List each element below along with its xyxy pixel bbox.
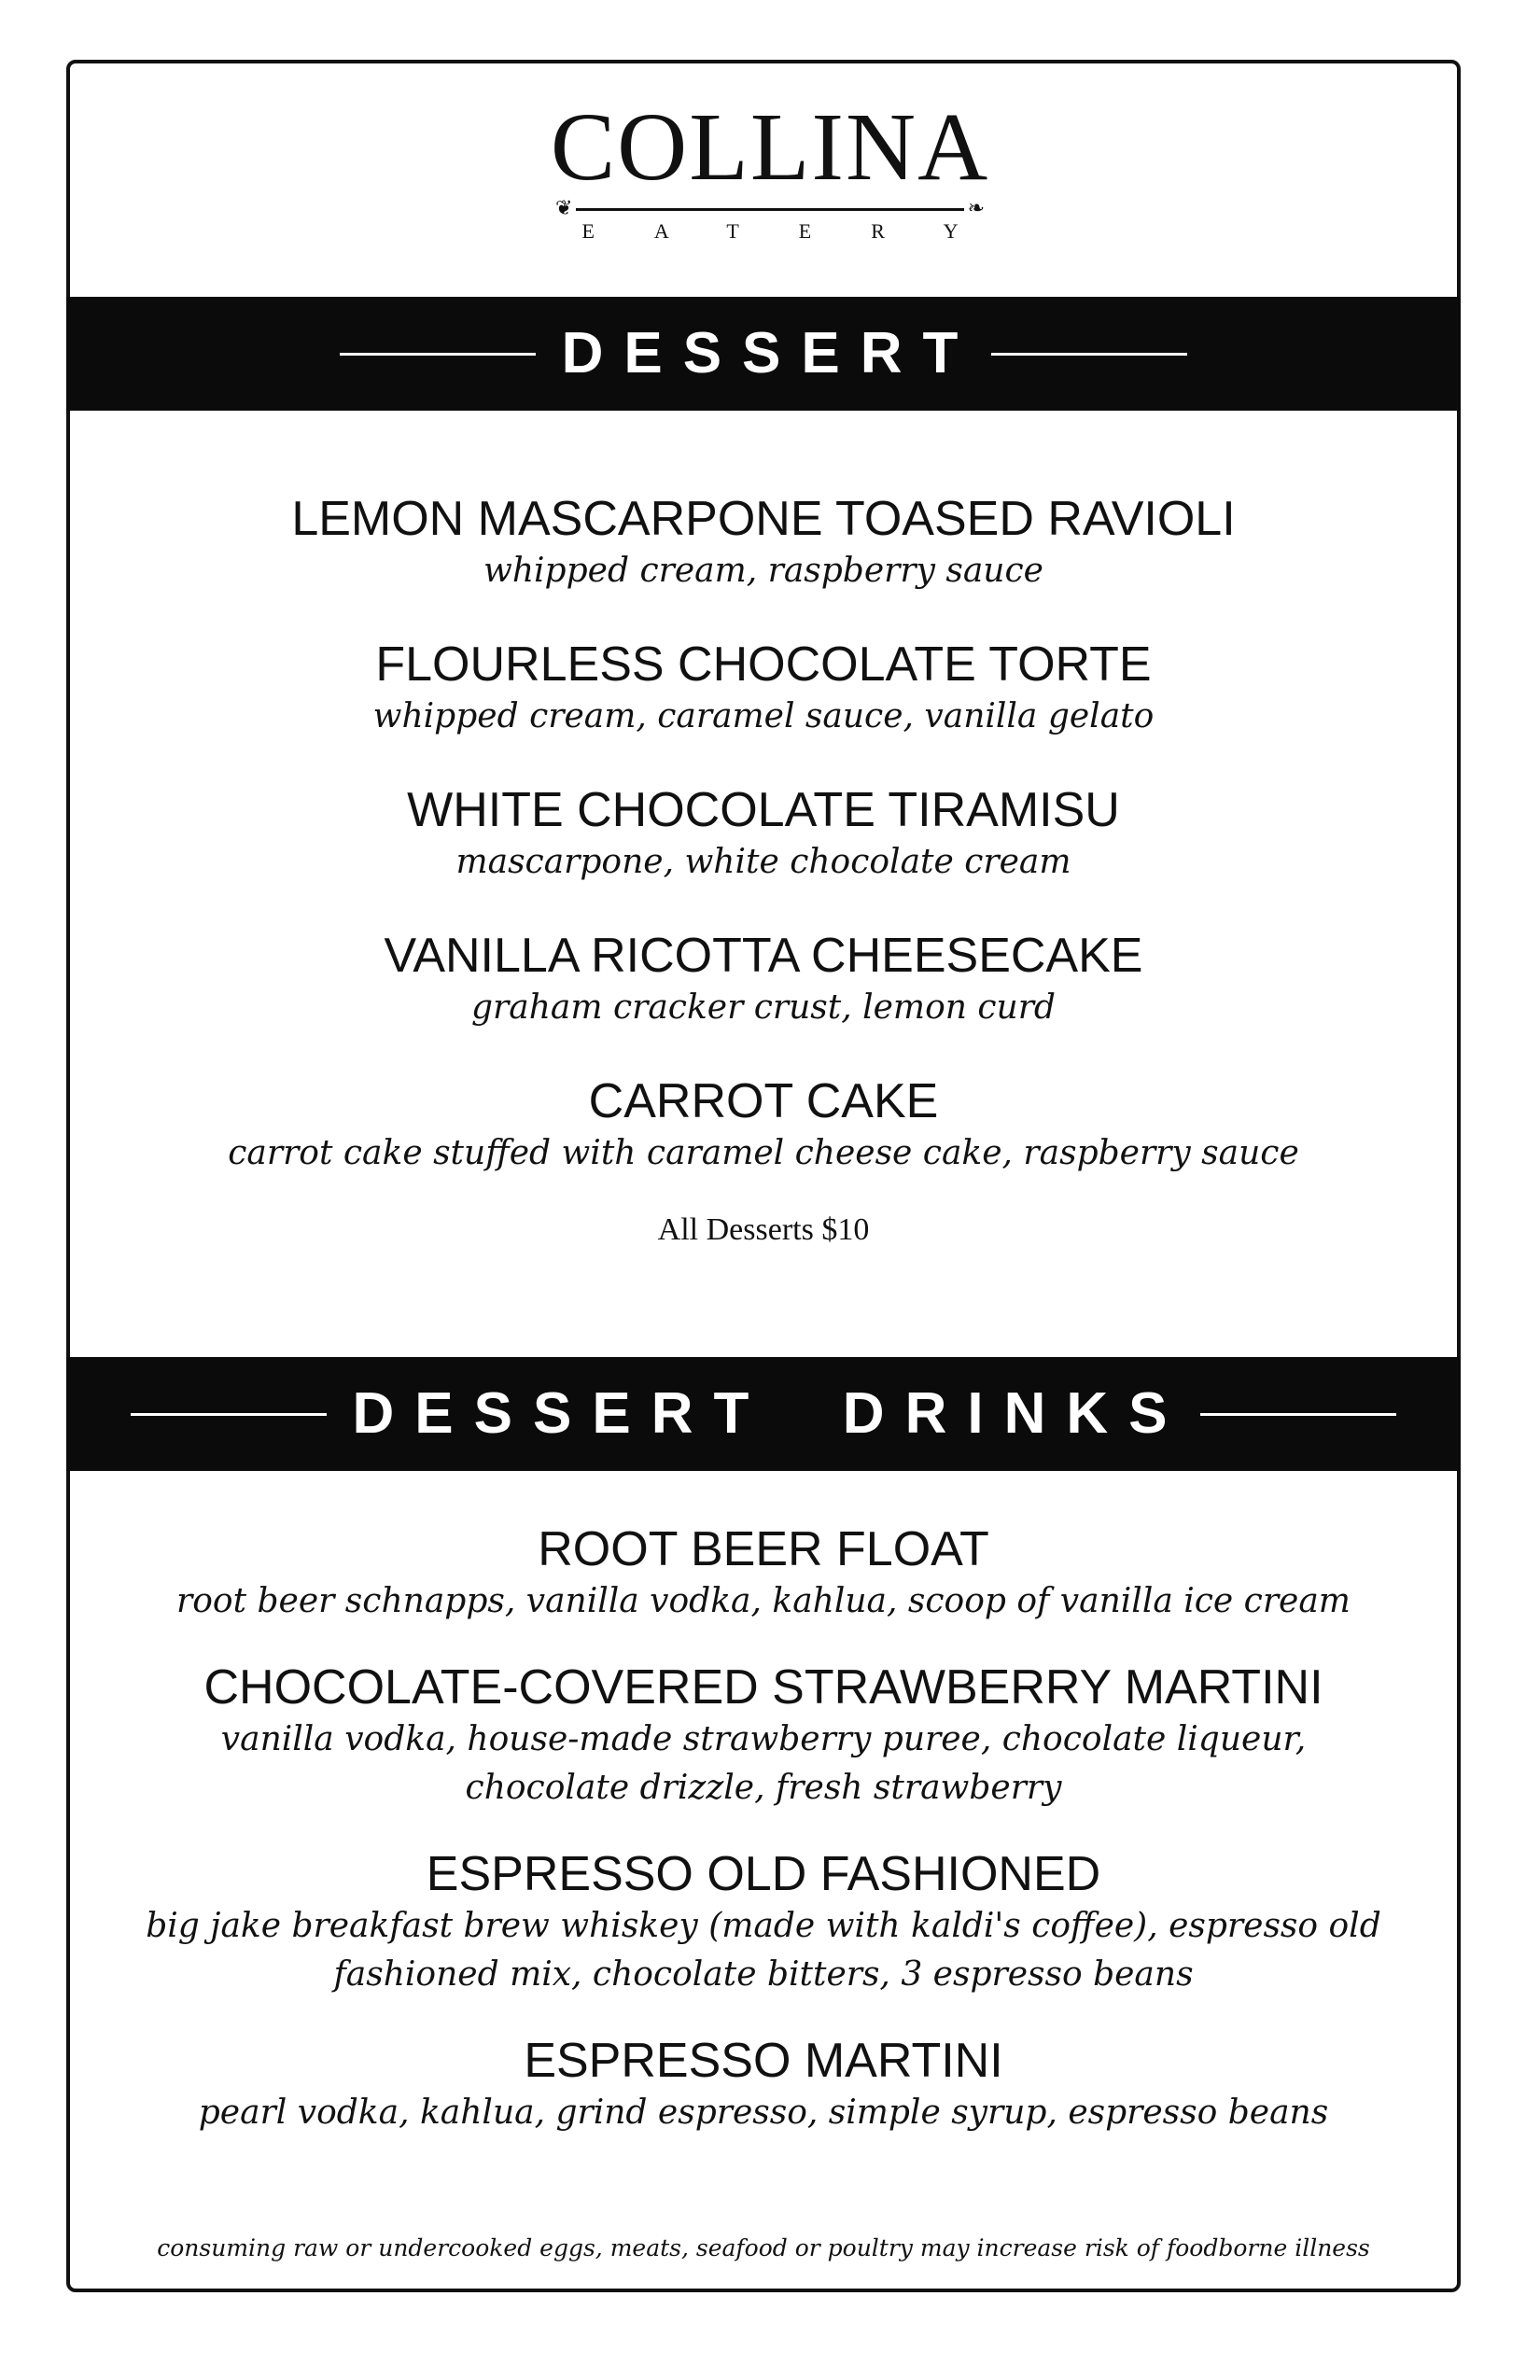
fleuron-right-icon: ❧ <box>967 197 985 220</box>
menu-item <box>66 637 1461 741</box>
header-rule-right <box>991 353 1187 356</box>
item-name: LEMON MASCARPONE TOASED RAVIOLI <box>291 492 1236 546</box>
item-description: whipped cream, raspberry sauce <box>483 552 1043 590</box>
menu-item <box>66 2033 1461 2137</box>
menu-item <box>66 1659 1461 1813</box>
menu-item <box>66 782 1461 887</box>
item-description: carrot cake stuffed with caramel cheese cake, raspberry sauce <box>228 1134 1299 1172</box>
price-note: All Desserts $10 <box>657 1212 870 1247</box>
menu-item <box>66 1073 1461 1178</box>
item-name: CARROT CAKE <box>588 1074 939 1128</box>
item-description: graham cracker crust, lemon curd <box>471 988 1056 1027</box>
item-description: big jake breakfast brew whiskey (made with kaldi's coffee), espresso old <box>146 1907 1381 1945</box>
logo-line <box>576 208 964 211</box>
drinks-list <box>66 1521 1461 2137</box>
item-description: whipped cream, caramel sauce, vanilla gelato <box>372 697 1155 735</box>
logo-ornament-rule <box>555 198 985 220</box>
brand-name: COLLINA <box>550 93 990 201</box>
section-title: DESSERT <box>561 321 979 385</box>
section-header-dessert-drinks <box>66 1357 1461 1471</box>
header-rule-left <box>131 1413 327 1416</box>
logo <box>0 93 1540 243</box>
item-description: vanilla vodka, house-made strawberry puree, chocolate liqueur, <box>220 1720 1307 1758</box>
item-name: WHITE CHOCOLATE TIRAMISU <box>407 783 1120 837</box>
item-name: FLOURLESS CHOCOLATE TORTE <box>375 637 1152 692</box>
item-name: ESPRESSO OLD FASHIONED <box>426 1847 1101 1901</box>
item-description: fashioned mix, chocolate bitters, 3 espresso beans <box>333 1955 1194 1994</box>
item-name: ESPRESSO MARTINI <box>524 2034 1003 2088</box>
item-name: ROOT BEER FLOAT <box>538 1522 989 1576</box>
section-header-dessert <box>66 297 1461 411</box>
header-rule-left <box>340 353 536 356</box>
item-description: chocolate drizzle, fresh strawberry <box>465 1769 1062 1807</box>
item-name: VANILLA RICOTTA CHEESECAKE <box>384 929 1143 983</box>
health-disclaimer: consuming raw or undercooked eggs, meats, seafood or poultry may increase risk of foodborne illness <box>157 2234 1370 2261</box>
fleuron-left-icon: ❦ <box>555 197 573 220</box>
menu-item <box>66 1521 1461 1626</box>
section-title: DESSERT DRINKS <box>352 1381 1188 1446</box>
brand-subtitle: EATERY <box>581 219 1018 243</box>
menu-item <box>66 928 1461 1032</box>
menu-item <box>66 491 1461 595</box>
header-rule-right <box>1200 1413 1396 1416</box>
item-description: root beer schnapps, vanilla vodka, kahlua, scoop of vanilla ice cream <box>176 1582 1351 1620</box>
menu-item <box>66 1846 1461 1999</box>
item-name: CHOCOLATE-COVERED STRAWBERRY MARTINI <box>203 1660 1323 1715</box>
item-description: mascarpone, white chocolate cream <box>455 843 1071 881</box>
item-description: pearl vodka, kahlua, grind espresso, simple syrup, espresso beans <box>198 2093 1329 2132</box>
dessert-list <box>66 491 1461 1249</box>
